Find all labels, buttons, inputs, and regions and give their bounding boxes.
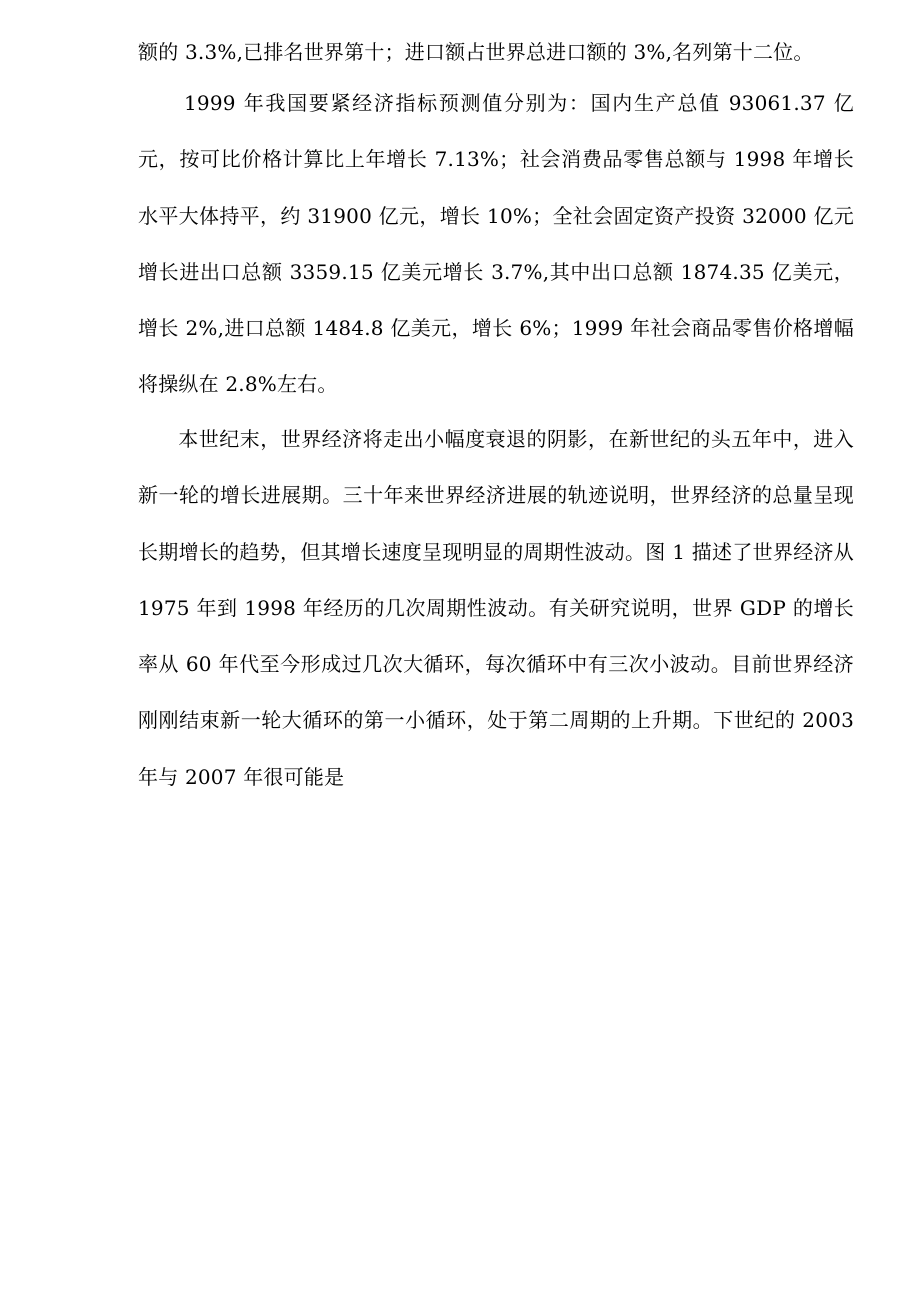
paragraph-3 (138, 411, 854, 805)
paragraph-2-text: 1999 年我国要紧经济指标预测值分别为：国内生产总值 93061.37 亿元，按可比价格计算比上年增长 7.13%；社会消费品零售总额与 1998 年增长水平大体持平，约 31900 亿元，增长 10%；全社会固定资产投资 32000 亿元增长进出口总额 3359.15 亿美元增长 3.7%,其中出口总额 1874.35 亿美元，增长 2%,进口总额 1484.8 亿美元，增长 6%；1999 年社会商品零售价格增幅将操纵在 2.8%左右。 (138, 91, 854, 397)
paragraph-1-text: 额的 3.3%,已排名世界第十；进口额占世界总进口额的 3%,名列第十二位。 (138, 40, 814, 64)
paragraph-2 (138, 75, 854, 413)
paragraph-3-text: 本世纪末，世界经济将走出小幅度衰退的阴影，在新世纪的头五年中，进入新一轮的增长进展期。三十年来世界经济进展的轨迹说明，世界经济的总量呈现长期增长的趋势，但其增长速度呈现明显的周期性波动。图 1 描述了世界经济从 1975 年到 1998 年经历的几次周期性波动。有关研究说明，世界 GDP 的增长率从 60 年代至今形成过几次大循环，每次循环中有三次小波动。目前世界经济刚刚结束新一轮大循环的第一小循环，处于第二周期的上升期。下世纪的 2003 年与 2007 年很可能是 (138, 427, 854, 789)
paragraph-1 (138, 24, 854, 80)
